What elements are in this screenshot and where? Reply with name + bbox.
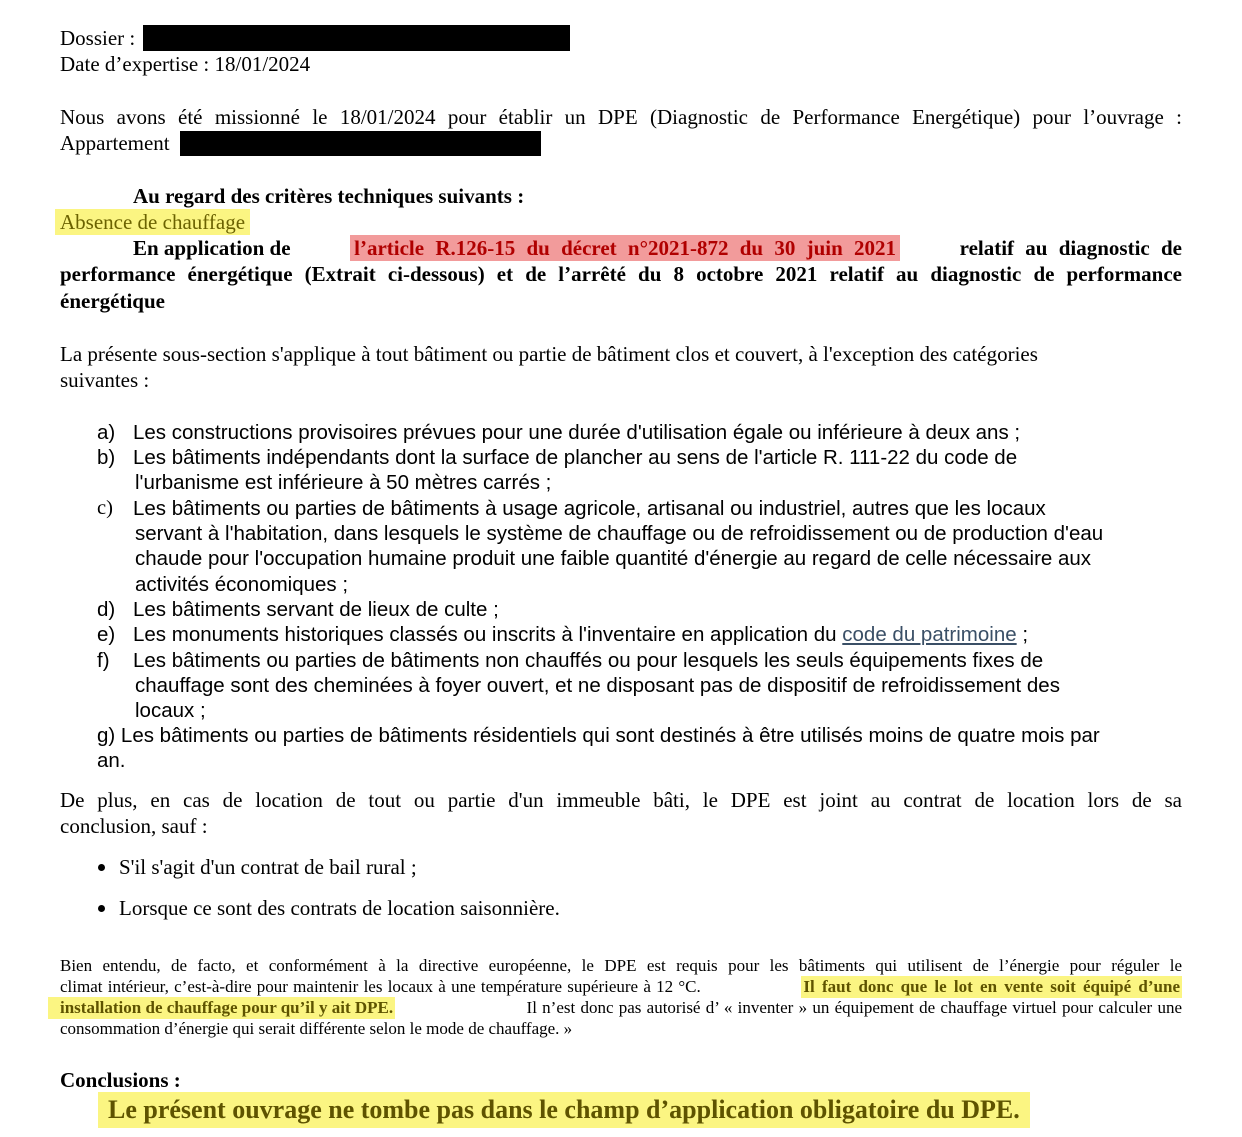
directive-line-3 xyxy=(48,997,1182,1019)
rental-line-2: conclusion, sauf : xyxy=(60,814,208,838)
rental-exception-1: S'il s'agit d'un contrat de bail rural ; xyxy=(119,855,417,879)
criteria-heading: Au regard des critères techniques suivants : xyxy=(133,184,525,208)
dossier-redaction xyxy=(143,25,570,51)
exception-g-line-1: g) Les bâtiments ou parties de bâtiments résidentiels qui sont destinés à être utilisés moins de quatre mois par xyxy=(97,724,1100,747)
conclusions-heading: Conclusions : xyxy=(60,1068,181,1092)
exception-c-marker: c) xyxy=(97,497,113,519)
exception-e-text xyxy=(133,622,1028,647)
application-line-1 xyxy=(133,235,1182,261)
directive-line-2 xyxy=(60,976,1182,998)
expertise-date: Date d’expertise : 18/01/2024 xyxy=(60,52,311,76)
exception-f-line-2: chauffage sont des cheminées à foyer ouvert, et ne disposant pas de dispositif de refroidissement des xyxy=(135,674,1060,697)
directive-line-2-plain: climat intérieur, c’est-à-dire pour maintenir les locaux à une température supérieure à 12 °C. xyxy=(60,977,701,996)
application-line-2: performance énergétique (Extrait ci-dessous) et de l’arrêté du 8 octobre 2021 relatif au diagnostic de performance xyxy=(60,262,1182,286)
directive-line-1: Bien entendu, de facto, et conformément à la directive européenne, le DPE est requis pour les bâtiments qui utilisent de l’énergie pour réguler le xyxy=(60,956,1182,975)
bullet-marker-1 xyxy=(98,864,105,871)
mission-line-2: Appartement xyxy=(60,131,170,155)
exception-e-marker: e) xyxy=(97,623,116,646)
application-suffix: relatif au diagnostic de xyxy=(959,236,1182,260)
article-reference: l’article R.126-15 du décret n°2021-872 du 30 juin 2021 xyxy=(350,235,900,261)
application-line-3: énergétique xyxy=(60,289,165,313)
scope-line-1: La présente sous-section s'applique à tout bâtiment ou partie de bâtiment clos et couvert, à l'exception des catégories xyxy=(60,342,1038,366)
directive-line-4: consommation d’énergie qui serait différente selon le mode de chauffage. » xyxy=(60,1019,573,1038)
exception-f-line-3: locaux ; xyxy=(135,699,206,722)
exception-a-text: Les constructions provisoires prévues pour une durée d'utilisation égale ou inférieure à deux ans ; xyxy=(133,421,1021,444)
mission-line-1: Nous avons été missionné le 18/01/2024 pour établir un DPE (Diagnostic de Performance Energétique) pour l’ouvrage : xyxy=(60,105,1182,129)
code-du-patrimoine-link[interactable]: code du patrimoine xyxy=(842,623,1017,646)
rental-exception-2: Lorsque ce sont des contrats de location saisonnière. xyxy=(119,896,560,920)
exception-f-line-1: Les bâtiments ou parties de bâtiments non chauffés ou pour lesquels les seuls équipements fixes de xyxy=(133,649,1044,672)
exception-e-prefix: Les monuments historiques classés ou inscrits à l'inventaire en application du xyxy=(133,623,837,646)
exception-f-marker: f) xyxy=(97,649,110,672)
address-redaction xyxy=(180,131,541,156)
exception-g-line-2: an. xyxy=(97,749,126,772)
exception-e-suffix: ; xyxy=(1022,623,1029,646)
directive-line-3-plain: Il n’est donc pas autorisé d’ « inventer » un équipement de chauffage virtuel pour calculer une xyxy=(526,998,1182,1017)
directive-line-2-highlight: Il faut donc que le lot en vente soit équipé d’une xyxy=(803,977,1180,996)
exception-d-text: Les bâtiments servant de lieux de culte ; xyxy=(133,598,499,621)
exception-c-line-4: activités économiques ; xyxy=(135,573,349,596)
rental-line-1: De plus, en cas de location de tout ou partie d'un immeuble bâti, le DPE est joint au contrat de location lors de sa xyxy=(60,788,1182,812)
conclusion-statement: Le présent ouvrage ne tombe pas dans le champ d’application obligatoire du DPE. xyxy=(98,1092,1030,1128)
directive-line-3-highlight: installation de chauffage pour qu’il y ait DPE. xyxy=(48,997,395,1019)
criteria-item: Absence de chauffage xyxy=(55,209,250,235)
exception-b-line-1: Les bâtiments indépendants dont la surface de plancher au sens de l'article R. 111-22 du code de xyxy=(133,446,1018,469)
dossier-label: Dossier : xyxy=(60,26,136,50)
bullet-marker-2 xyxy=(98,905,105,912)
exception-c-line-1: Les bâtiments ou parties de bâtiments à usage agricole, artisanal ou industriel, autres que les locaux xyxy=(133,497,1046,520)
exception-c-line-2: servant à l'habitation, dans lesquels le système de chauffage ou de refroidissement ou de production d'eau xyxy=(135,522,1104,545)
exception-b-marker: b) xyxy=(97,446,116,469)
exception-a-marker: a) xyxy=(97,421,116,444)
application-prefix: En application de xyxy=(133,236,291,260)
exception-b-line-2: l'urbanisme est inférieure à 50 mètres carrés ; xyxy=(135,471,552,494)
exception-c-line-3: chaude pour l'occupation humaine produit une faible quantité d'énergie au regard de celle nécessaire aux xyxy=(135,547,1092,570)
scope-line-2: suivantes : xyxy=(60,368,150,392)
exception-d-marker: d) xyxy=(97,598,116,621)
